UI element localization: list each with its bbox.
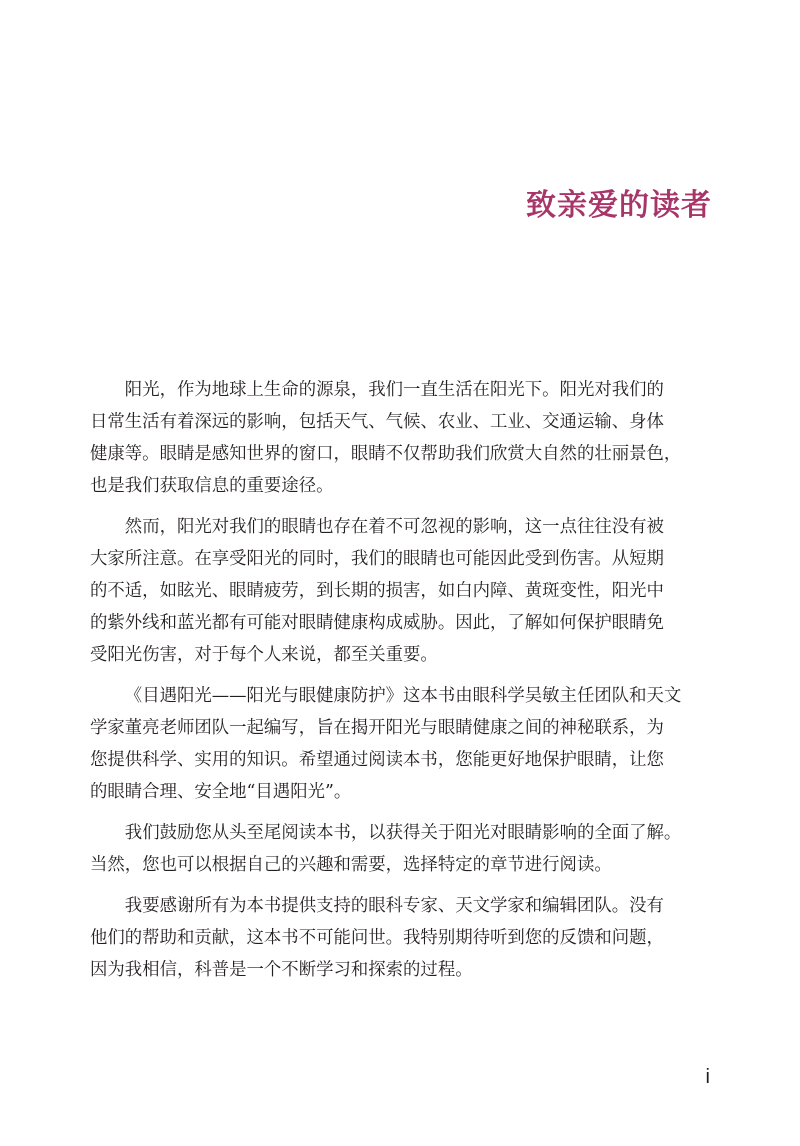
paragraph-line: 我要感谢所有为本书提供支持的眼科专家、天文学家和编辑团队。没有	[124, 896, 664, 916]
paragraph-line: 因为我相信，科普是一个不断学习和探索的过程。	[90, 960, 473, 980]
paragraph-line: 大家所注意。在享受阳光的同时，我们的眼睛也可能因此受到伤害。从短期	[90, 549, 664, 569]
page-number: i	[705, 1066, 710, 1088]
paragraph-3	[90, 680, 710, 808]
paragraph-line: 学家董亮老师团队一起编写，旨在揭开阳光与眼睛健康之间的神秘联系，为	[90, 718, 664, 738]
paragraph-line: 受阳光伤害，对于每个人来说，都至关重要。	[90, 645, 438, 665]
paragraph-line: 阳光，作为地球上生命的源泉，我们一直生活在阳光下。阳光对我们的	[124, 380, 664, 400]
paragraph-line: 《目遇阳光——阳光与眼健康防护》这本书由眼科学吴敏主任团队和天文	[124, 686, 682, 706]
paragraph-line: 健康等。眼睛是感知世界的窗口，眼睛不仅帮助我们欣赏大自然的壮丽景色，	[90, 444, 682, 464]
paragraph-line: 的眼睛合理、安全地“目遇阳光”。	[90, 782, 352, 802]
paragraph-line: 我们鼓励您从头至尾阅读本书，以获得关于阳光对眼睛影响的全面了解。	[124, 823, 682, 843]
paragraph-line: 当然，您也可以根据自己的兴趣和需要，选择特定的章节进行阅读。	[90, 855, 612, 875]
paragraph-line: 的紫外线和蓝光都有可能对眼睛健康构成威胁。因此，了解如何保护眼睛免	[90, 613, 664, 633]
paragraph-4	[90, 817, 710, 881]
body-text	[90, 374, 710, 995]
paragraph-line: 日常生活有着深远的影响，包括天气、气候、农业、工业、交通运输、身体	[90, 412, 664, 432]
paragraph-line: 也是我们获取信息的重要途径。	[90, 476, 334, 496]
paragraph-line: 他们的帮助和贡献，这本书不可能问世。我特别期待听到您的反馈和问题，	[90, 928, 664, 948]
paragraph-line: 然而，阳光对我们的眼睛也存在着不可忽视的影响，这一点往往没有被	[124, 517, 664, 537]
page-title: 致亲爱的读者	[526, 188, 712, 224]
paragraph-1	[90, 374, 710, 502]
paragraph-line: 的不适，如眩光、眼睛疲劳，到长期的损害，如白内障、黄斑变性，阳光中	[90, 581, 664, 601]
paragraph-line: 您提供科学、实用的知识。希望通过阅读本书，您能更好地保护眼睛，让您	[90, 750, 664, 770]
paragraph-5	[90, 890, 710, 986]
paragraph-2	[90, 511, 710, 671]
